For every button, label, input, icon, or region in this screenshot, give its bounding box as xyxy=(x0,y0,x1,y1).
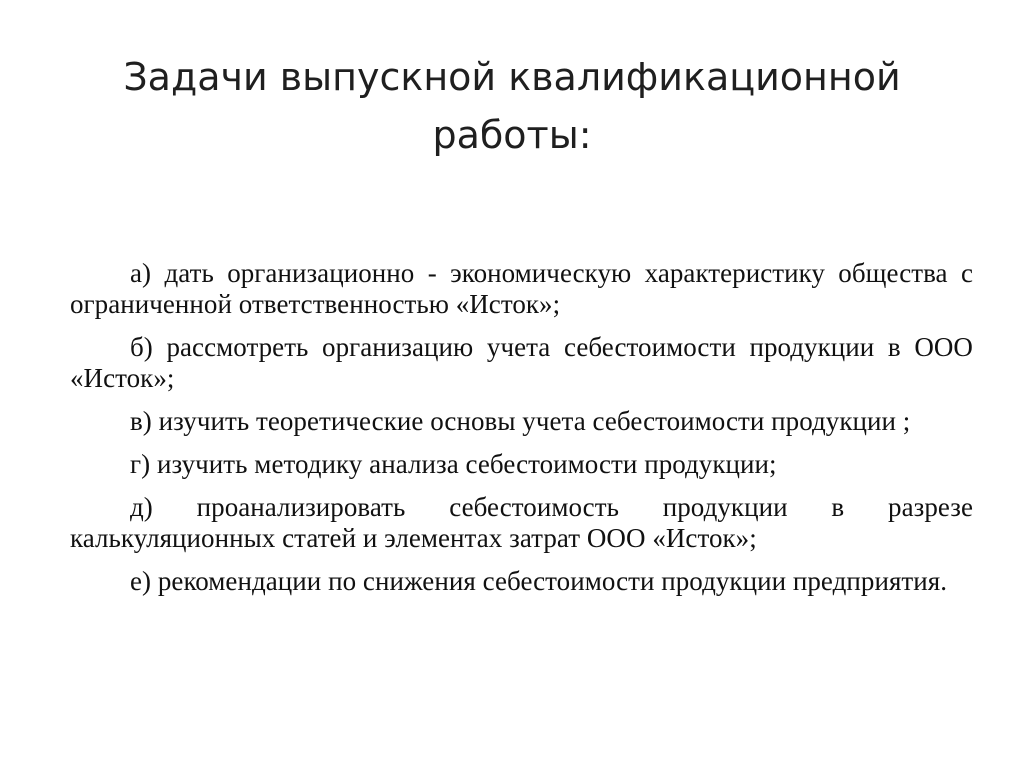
task-list xyxy=(70,258,973,609)
task-item-v: в) изучить теоретические основы учета себестоимости продукции ; xyxy=(130,406,911,436)
task-item-b: б) рассмотреть организацию учета себестоимости продукции в ООО «Исток»; xyxy=(70,332,973,393)
slide-title: Задачи выпускной квалификационной работы: xyxy=(123,55,901,157)
task-item-a: а) дать организационно - экономическую характеристику общества с ограниченной ответственностью «Исток»; xyxy=(70,258,973,319)
task-item-g: г) изучить методику анализа себестоимости продукции; xyxy=(130,449,777,479)
task-item-d: д) проанализировать себестоимость продукции в разрезе калькуляционных статей и элементах затрат ООО «Исток»; xyxy=(70,492,973,553)
task-item-e: е) рекомендации по снижения себестоимости продукции предприятия. xyxy=(130,566,948,596)
